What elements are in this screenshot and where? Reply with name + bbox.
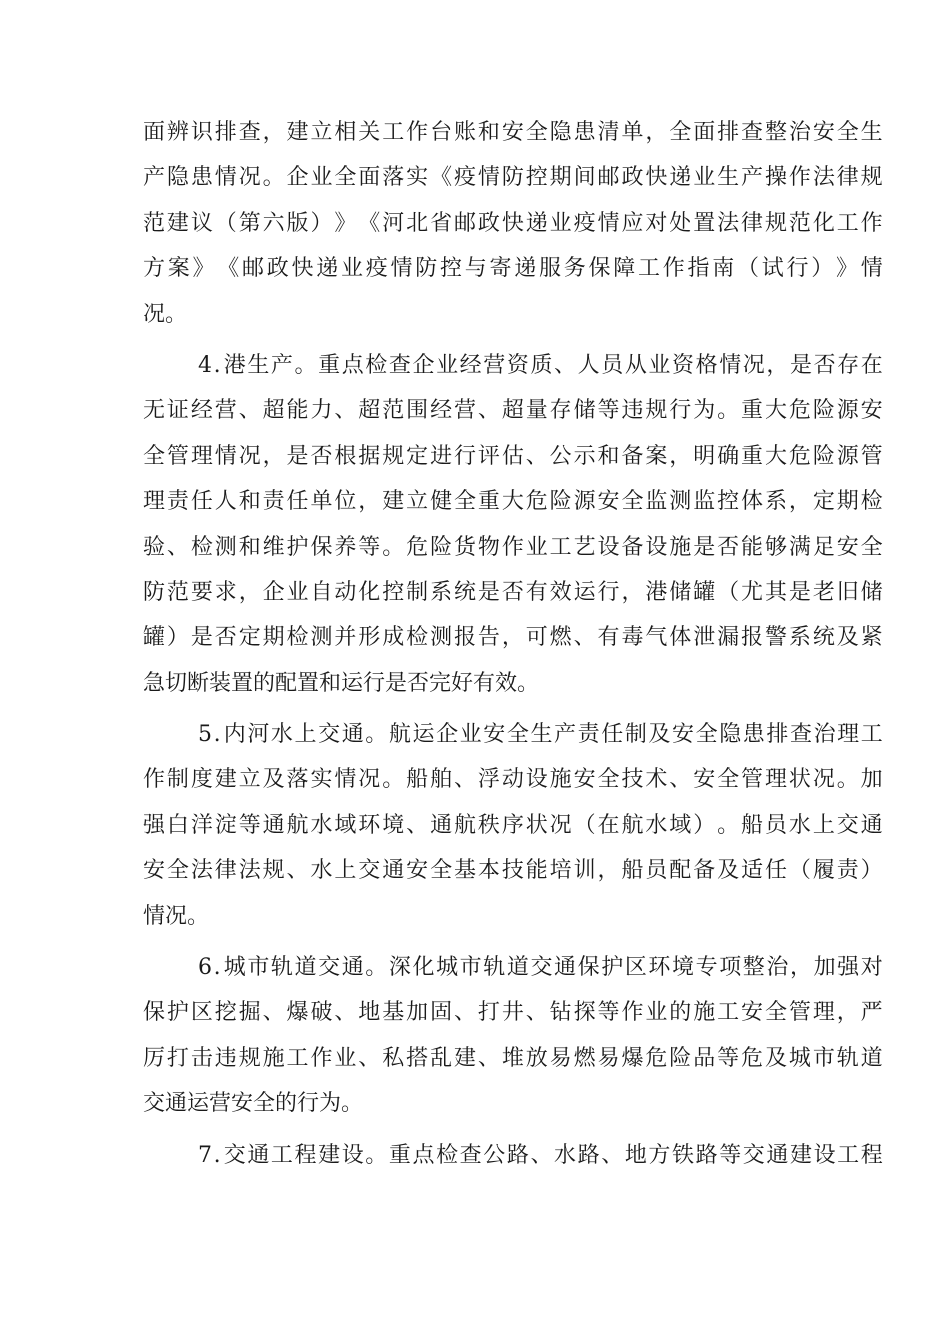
text-line: 情况。: [143, 903, 210, 929]
text-line: 强 白 洋 淀 等 通 航 水 域 环 境 、 通 航 秩 序 状 况 （ 在 航 水 域 ） 。 船 员 水 上 交 通: [143, 812, 883, 838]
text-line: 7 . 交 通 工 程 建 设 。 重 点 检 查 公 路 、 水 路 、 地 方 铁 路 等 交 通 建 设 工 程: [198, 1142, 883, 1168]
text-line: 范 建 议 （ 第 六 版 ） 》 《 河 北 省 邮 政 快 递 业 疫 情 应 对 处 置 法 律 规 范 化 工 作: [143, 210, 883, 236]
text-line: 5 . 内 河 水 上 交 通 。 航 运 企 业 安 全 生 产 责 任 制 及 安 全 隐 患 排 查 治 理 工: [198, 722, 883, 748]
text-line: 交通运营安全的行为。: [143, 1091, 364, 1117]
text-line: 急切断装置的配置和运行是否完好有效。: [143, 670, 540, 696]
text-line: 无 证 经 营 、 超 能 力 、 超 范 围 经 营 、 超 量 存 储 等 违 规 行 为 。 重 大 危 险 源 安: [143, 398, 883, 424]
text-line: 理 责 任 人 和 责 任 单 位 ， 建 立 健 全 重 大 危 险 源 安 全 监 测 监 控 体 系 ， 定 期 检: [143, 489, 883, 515]
text-line: 保 护 区 挖 掘 、 爆 破 、 地 基 加 固 、 打 井 、 钻 探 等 作 业 的 施 工 安 全 管 理 ， 严: [143, 1000, 883, 1026]
text-line: 全 管 理 情 况 ， 是 否 根 据 规 定 进 行 评 估 、 公 示 和 备 案 ， 明 确 重 大 危 险 源 管: [143, 443, 883, 469]
paragraph-4-port-production: [143, 343, 883, 706]
text-line: 4 . 港 生 产 。 重 点 检 查 企 业 经 营 资 质 、 人 员 从 业 资 格 情 况 ， 是 否 存 在: [198, 352, 883, 378]
text-line: 方 案 》 《 邮 政 快 递 业 疫 情 防 控 与 寄 递 服 务 保 障 工 作 指 南 （ 试 行 ） 》 情: [143, 256, 883, 282]
text-line: 防 范 要 求 ， 企 业 自 动 化 控 制 系 统 是 否 有 效 运 行 ， 港 储 罐 （ 尤 其 是 老 旧 储: [143, 579, 883, 605]
text-line: 罐 ） 是 否 定 期 检 测 并 形 成 检 测 报 告 ， 可 燃 、 有 毒 气 体 泄 漏 报 警 系 统 及 紧: [143, 625, 883, 651]
text-line: 产 隐 患 情 况 。 企 业 全 面 落 实 《 疫 情 防 控 期 间 邮 政 快 递 业 生 产 操 作 法 律 规: [143, 165, 883, 191]
document-body: [143, 110, 883, 1178]
text-line: 6 . 城 市 轨 道 交 通 。 深 化 城 市 轨 道 交 通 保 护 区 环 境 专 项 整 治 ， 加 强 对: [198, 955, 883, 981]
paragraph-6-urban-rail: [143, 945, 883, 1127]
text-line: 安 全 法 律 法 规 、 水 上 交 通 安 全 基 本 技 能 培 训 ， 船 员 配 备 及 适 任 （ 履 责 ）: [143, 858, 883, 884]
paragraph-7-transport-construction: [143, 1133, 883, 1178]
text-line: 面 辨 识 排 查 ， 建 立 相 关 工 作 台 账 和 安 全 隐 患 清 单 ， 全 面 排 查 整 治 安 全 生: [143, 120, 883, 145]
text-line: 作 制 度 建 立 及 落 实 情 况 。 船 舶 、 浮 动 设 施 安 全 技 术 、 安 全 管 理 状 况 。 加: [143, 767, 883, 793]
paragraph-5-inland-waterway: [143, 712, 883, 939]
paragraph-3-continuation: [143, 110, 883, 337]
text-line: 况。: [143, 301, 188, 327]
text-line: 厉 打 击 违 规 施 工 作 业 、 私 搭 乱 建 、 堆 放 易 燃 易 爆 危 险 品 等 危 及 城 市 轨 道: [143, 1045, 883, 1071]
text-line: 验 、 检 测 和 维 护 保 养 等 。 危 险 货 物 作 业 工 艺 设 备 设 施 是 否 能 够 满 足 安 全: [143, 534, 883, 560]
